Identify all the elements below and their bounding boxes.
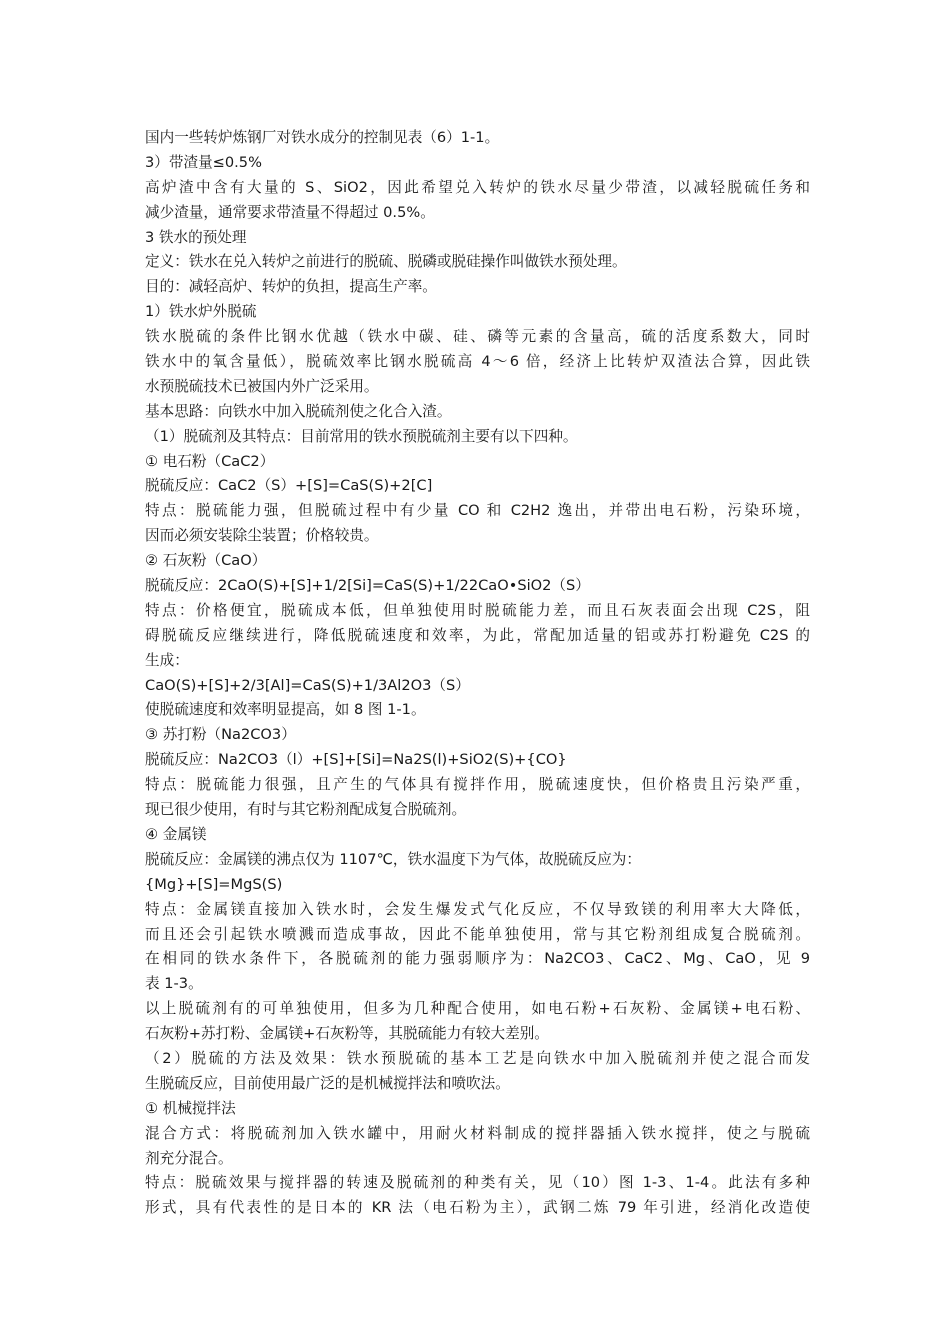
text-line: 特点：脱硫能力强，但脱硫过程中有少量 CO 和 C2H2 逸出，并带出电石粉，污染环境， (145, 502, 810, 520)
text-line: 脱硫反应：金属镁的沸点仅为 1107℃，铁水温度下为气体，故脱硫反应为： (145, 850, 641, 868)
text-line: 混合方式：将脱硫剂加入铁水罐中，用耐火材料制成的搅拌器插入铁水搅拌，使之与脱硫 (145, 1124, 810, 1142)
text-line: 1）铁水炉外脱硫 (145, 303, 257, 321)
text-line: 碍脱硫反应继续进行，降低脱硫速度和效率，为此，常配加适量的铝或苏打粉避免 C2S 的 (145, 626, 810, 644)
text-line: 基本思路：向铁水中加入脱硫剂使之化合入渣。 (145, 402, 452, 420)
text-line: 石灰粉+苏打粉、金属镁+石灰粉等，其脱硫能力有较大差别。 (145, 1025, 549, 1043)
text-line: （1）脱硫剂及其特点：目前常用的铁水预脱硫剂主要有以下四种。 (145, 427, 578, 445)
text-line: 铁水脱硫的条件比钢水优越（铁水中碳、硅、磷等元素的含量高，硫的活度系数大，同时 (145, 328, 810, 346)
text-line: 3）带渣量≤0.5% (145, 153, 262, 171)
text-line: 脱硫反应：CaC2（S）+[S]=CaS(S)+2[C] (145, 477, 433, 495)
text-line: 使脱硫速度和效率明显提高，如 8 图 1-1。 (145, 701, 426, 719)
text-line: 特点：金属镁直接加入铁水时，会发生爆发式气化反应，不仅导致镁的利用率大大降低， (145, 900, 810, 918)
text-line: 脱硫反应：Na2CO3（l）+[S]+[Si]=Na2S(l)+SiO2(S)+{CO} (145, 751, 567, 769)
text-line: 因而必须安装除尘装置；价格较贵。 (145, 527, 379, 545)
text-line: 特点：脱硫能力很强，且产生的气体具有搅拌作用，脱硫速度快，但价格贵且污染严重， (145, 776, 810, 794)
text-line: 特点：价格便宜，脱硫成本低，但单独使用时脱硫能力差，而且石灰表面会出现 C2S，阻 (145, 601, 810, 619)
text-line: 国内一些转炉炼钢厂对铁水成分的控制见表（6）1-1。 (145, 129, 500, 146)
text-line: 3 铁水的预处理 (145, 228, 247, 246)
text-line: 生脱硫反应，目前使用最广泛的是机械搅拌法和喷吹法。 (145, 1074, 510, 1092)
text-line: 减少渣量，通常要求带渣量不得超过 0.5%。 (145, 203, 435, 221)
text-line: 铁水中的氧含量低），脱硫效率比钢水脱硫高 4～6 倍，经济上比转炉双渣法合算，因此铁 (145, 353, 810, 371)
text-line: （2）脱硫的方法及效果：铁水预脱硫的基本工艺是向铁水中加入脱硫剂并使之混合而发 (145, 1049, 810, 1067)
text-line: {Mg}+[S]=MgS(S) (145, 875, 283, 893)
text-line: 现已很少使用，有时与其它粉剂配成复合脱硫剂。 (145, 801, 467, 819)
text-line: 脱硫反应：2CaO(S)+[S]+1/2[Si]=CaS(S)+1/22CaO•SiO2（S） (145, 577, 590, 595)
text-line: 而且还会引起铁水喷溅而造成事故，因此不能单独使用，常与其它粉剂组成复合脱硫剂。 (145, 925, 810, 943)
text-line: 定义：铁水在兑入转炉之前进行的脱硫、脱磷或脱硅操作叫做铁水预处理。 (145, 253, 627, 271)
text-line: 生成： (145, 651, 189, 669)
document-body (145, 126, 810, 1221)
text-line: 剂充分混合。 (145, 1149, 233, 1167)
text-line: ② 石灰粉（CaO） (145, 552, 267, 570)
text-line: 表 1-3。 (145, 975, 203, 993)
text-line: 在相同的铁水条件下，各脱硫剂的能力强弱顺序为：Na2CO3、CaC2、Mg、CaO，见 9 (145, 950, 810, 968)
text-line: ④ 金属镁 (145, 825, 207, 843)
text-line: 形式，具有代表性的是日本的 KR 法（电石粉为主），武钢二炼 79 年引进，经消化改造使 (145, 1199, 810, 1217)
text-line: CaO(S)+[S]+2/3[Al]=CaS(S)+1/3Al2O3（S） (145, 676, 470, 694)
text-line: 高炉渣中含有大量的 S、SiO2，因此希望兑入转炉的铁水尽量少带渣，以减轻脱硫任务和 (145, 178, 810, 196)
text-line: ① 机械搅拌法 (145, 1099, 236, 1117)
text-line: 特点：脱硫效果与搅拌器的转速及脱硫剂的种类有关，见（10）图 1-3、1-4。此法有多种 (145, 1174, 810, 1192)
text-line: 目的：减轻高炉、转炉的负担，提高生产率。 (145, 278, 437, 296)
text-line: 水预脱硫技术已被国内外广泛采用。 (145, 377, 379, 395)
text-line: ③ 苏打粉（Na2CO3） (145, 726, 296, 744)
text-line: 以上脱硫剂有的可单独使用，但多为几种配合使用，如电石粉+石灰粉、金属镁+电石粉、 (145, 1000, 810, 1018)
text-line: ① 电石粉（CaC2） (145, 452, 275, 470)
